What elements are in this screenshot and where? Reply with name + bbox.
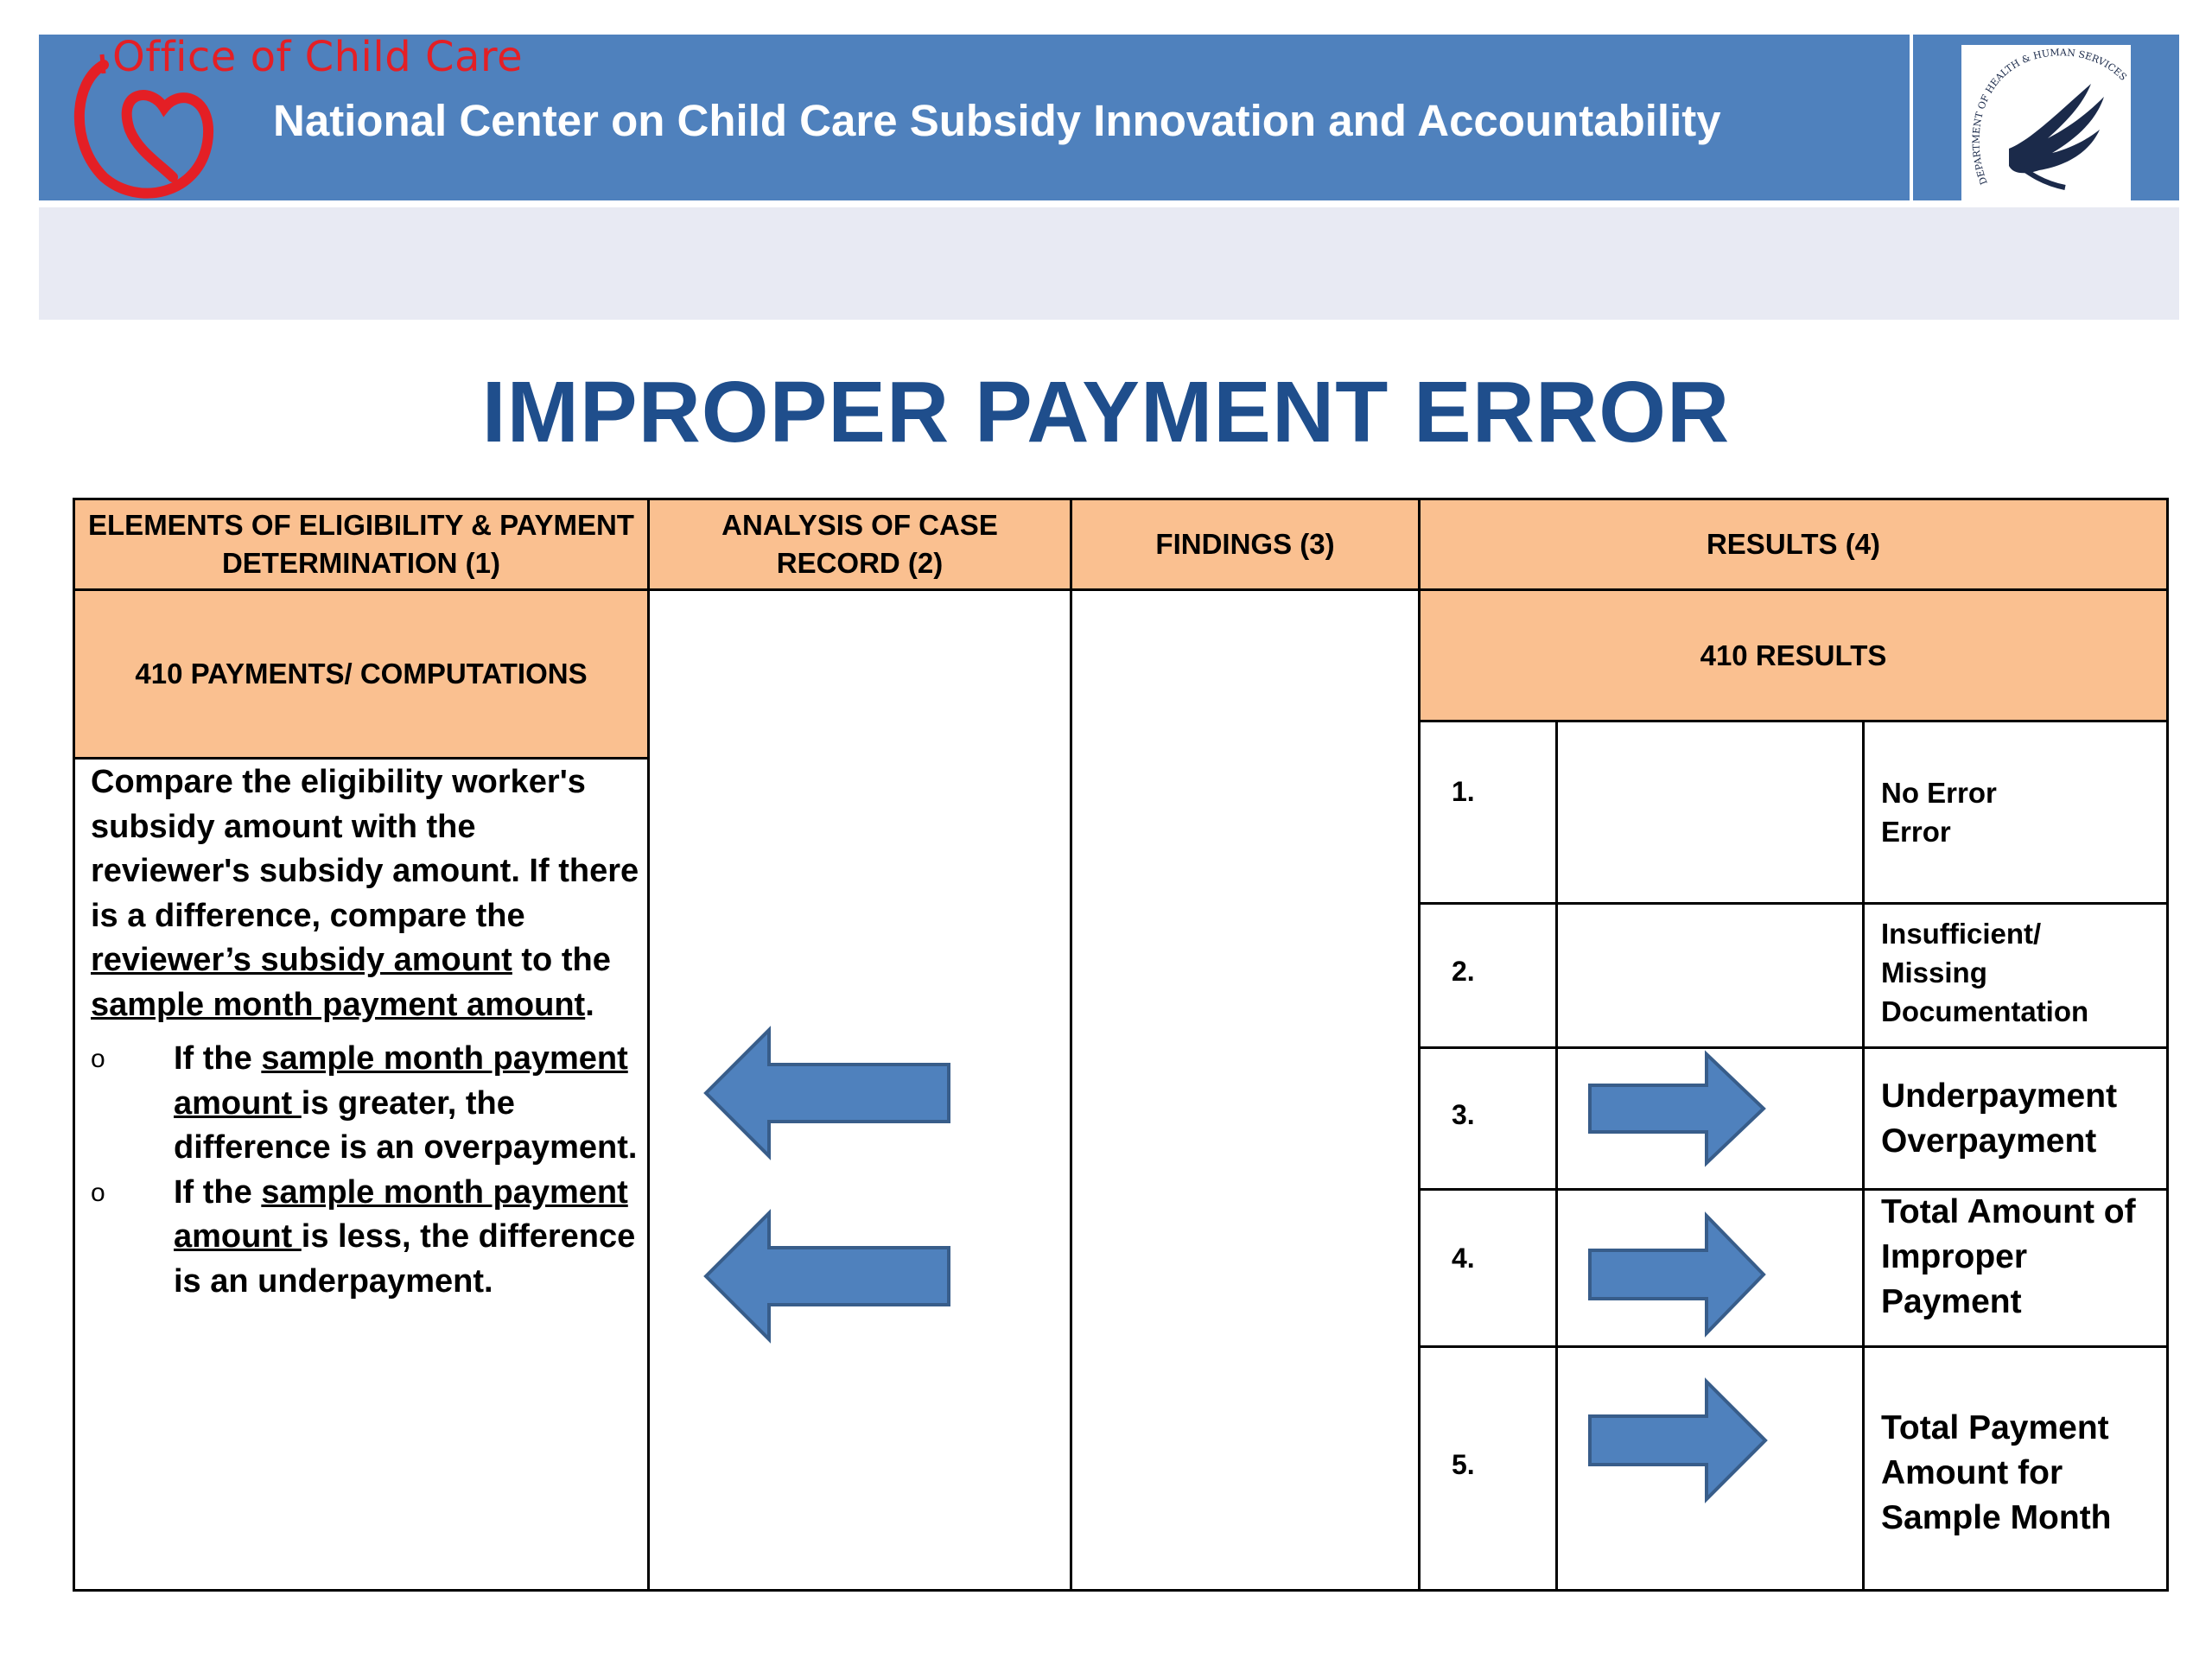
description-reviewer-amount: reviewer’s subsidy amount xyxy=(91,942,512,978)
result-label-1: No Error Error xyxy=(1881,777,1997,848)
description-text-1: Compare the eligibility worker's subsidy amount with the reviewer's subsidy amount. If there is a difference, compare the xyxy=(91,764,639,934)
column-header-elements xyxy=(73,498,650,591)
result-row-4-num-cell xyxy=(1418,1188,1558,1348)
result-number-2: 2. xyxy=(1452,956,1475,987)
result-label-3: Underpayment Overpayment xyxy=(1881,1077,2118,1160)
result-row-2-arrow-cell xyxy=(1555,902,1865,1049)
bullet-2-post: is less, the difference is an underpayment. xyxy=(174,1218,636,1300)
description-text-2: to the xyxy=(512,942,611,978)
hhs-seal xyxy=(1961,45,2131,202)
left-arrow-icon xyxy=(704,1028,955,1158)
column-header-findings-label: FINDINGS (3) xyxy=(1155,528,1335,560)
element-description xyxy=(91,760,644,1027)
description-bullets xyxy=(91,1037,644,1304)
column-header-analysis-label: ANALYSIS OF CASE RECORD (2) xyxy=(721,509,998,579)
results-heading-cell xyxy=(1418,588,2169,722)
results-heading: 410 RESULTS xyxy=(1700,639,1887,671)
bullet-1-pre: If the xyxy=(174,1040,262,1077)
findings-column-cell xyxy=(1070,588,1421,1592)
result-row-5-num-cell xyxy=(1418,1345,1558,1592)
result-label-4: Total Amount of Improper Payment xyxy=(1881,1193,2136,1320)
result-label-5: Total Payment Amount for Sample Month xyxy=(1881,1409,2112,1536)
column-header-analysis xyxy=(647,498,1072,591)
bullet-2-link: sample month payment amount xyxy=(174,1173,628,1255)
column-header-results xyxy=(1418,498,2169,591)
right-arrow-icon xyxy=(1588,1052,1770,1165)
result-number-1: 1. xyxy=(1452,776,1475,807)
seal-text: DEPARTMENT OF HEALTH & HUMAN SERVICES xyxy=(1970,47,2129,187)
header-subband xyxy=(39,207,2179,320)
column-header-results-label: RESULTS (4) xyxy=(1706,528,1881,560)
result-row-3-num-cell xyxy=(1418,1046,1558,1191)
result-row-1-arrow-cell xyxy=(1555,720,1865,905)
result-row-1-num-cell xyxy=(1418,720,1558,905)
right-arrow-icon xyxy=(1588,1380,1771,1501)
result-row-2-num-cell xyxy=(1418,902,1558,1049)
bullet-item-1 xyxy=(91,1037,644,1171)
bullet-1-post: is greater, the difference is an overpayment. xyxy=(174,1084,638,1166)
center-name: National Center on Child Care Subsidy Innovation and Accountability xyxy=(273,96,1721,145)
page-title: IMPROPER PAYMENT ERROR xyxy=(481,364,1731,461)
column-header-elements-label: ELEMENTS OF ELIGIBILITY & PAYMENT DETERMINATION (1) xyxy=(88,509,634,579)
element-heading: 410 PAYMENTS/ COMPUTATIONS xyxy=(135,658,588,690)
bullet-2-pre: If the xyxy=(174,1173,262,1211)
left-arrow-icon xyxy=(704,1211,955,1341)
right-arrow-icon xyxy=(1588,1214,1770,1335)
bullet-circle-icon: o xyxy=(91,1045,105,1073)
result-number-4: 4. xyxy=(1452,1243,1475,1274)
result-number-5: 5. xyxy=(1452,1449,1475,1480)
description-text-3: . xyxy=(585,986,594,1023)
hhs-eagle-icon xyxy=(1961,45,2131,202)
bullet-circle-icon: o xyxy=(91,1178,105,1207)
result-label-2: Insufficient/ Missing Documentation xyxy=(1881,918,2089,1027)
bullet-1-link: sample month payment amount xyxy=(174,1040,628,1122)
description-sample-amount: sample month payment amount xyxy=(91,986,586,1023)
result-number-3: 3. xyxy=(1452,1099,1475,1130)
element-heading-cell xyxy=(73,588,650,760)
bullet-item-2 xyxy=(91,1171,644,1305)
column-header-findings xyxy=(1070,498,1421,591)
office-name: Office of Child Care xyxy=(112,33,524,81)
